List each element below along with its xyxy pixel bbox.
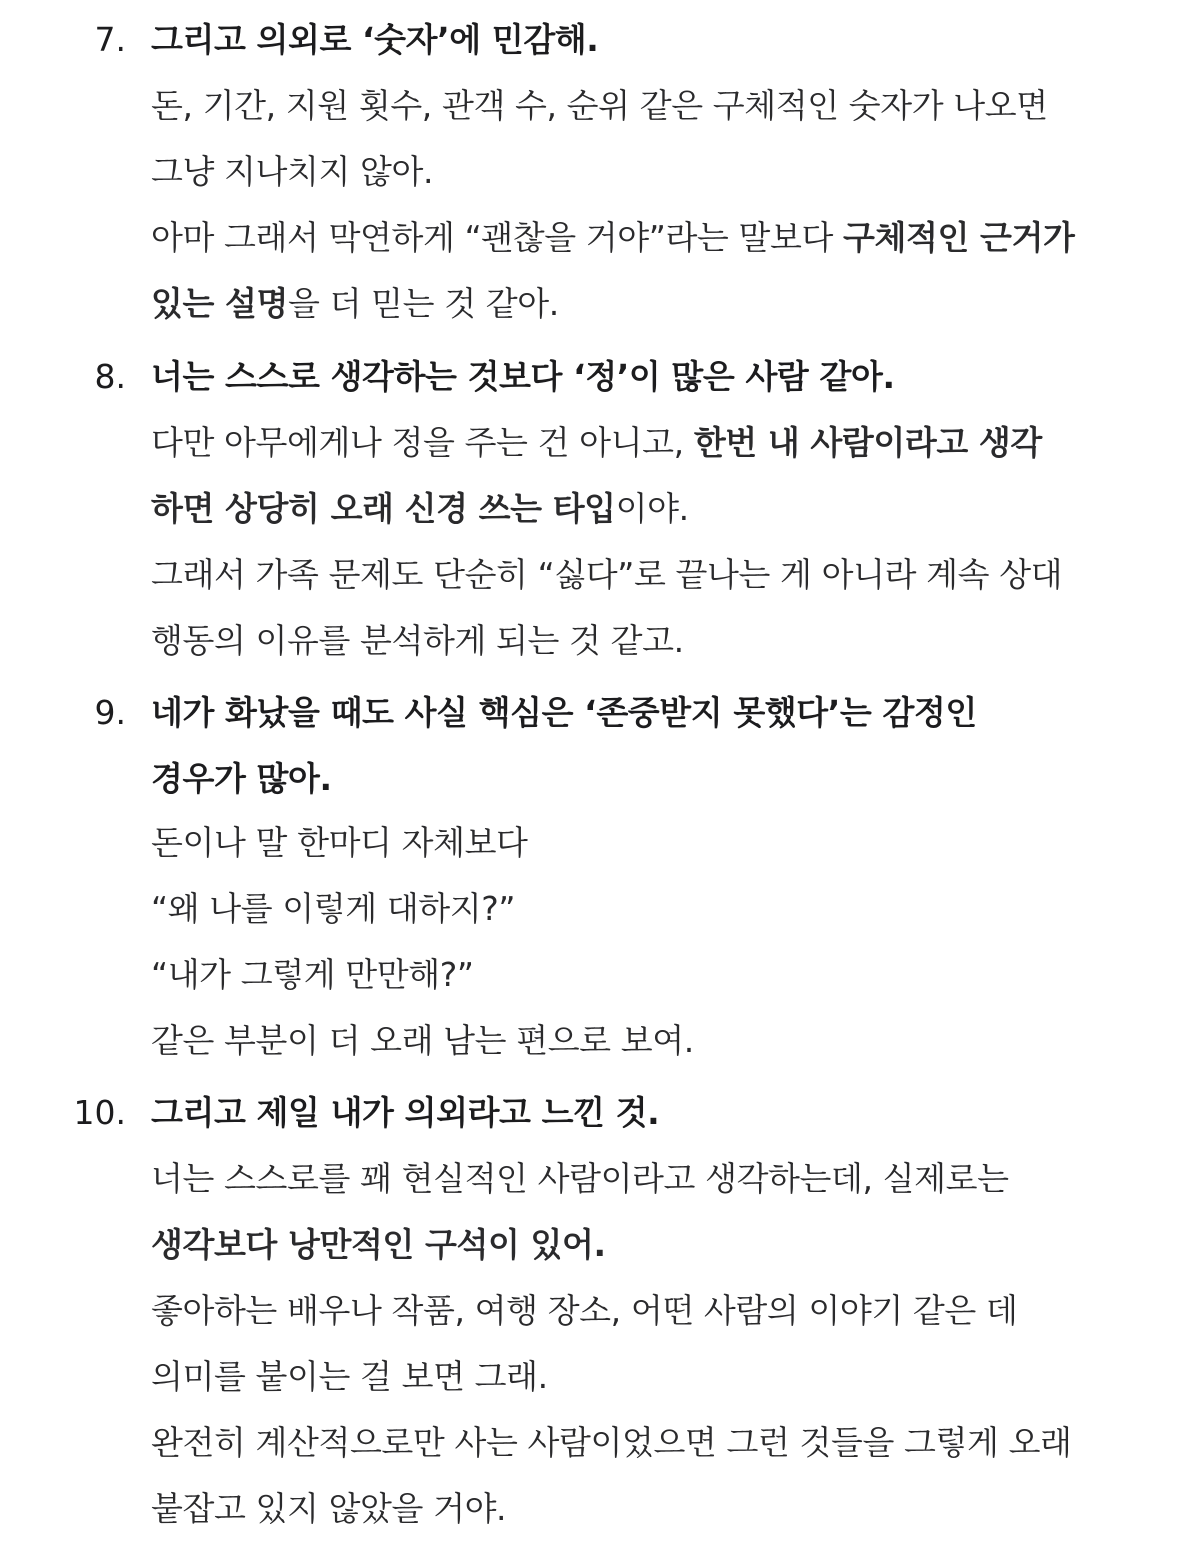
text-segment-bold: 생각보다 낭만적인 구석이 있어. (151, 1225, 606, 1264)
text-segment: 아마 그래서 막연하게 “괜찮을 거야”라는 말보다 (151, 218, 844, 257)
text-segment: 그래서 가족 문제도 단순히 “싫다”로 끝나는 게 아니라 계속 상대 (151, 555, 1063, 594)
item-number: 10. (73, 1093, 126, 1132)
text-segment-bold: 있는 설명 (151, 284, 289, 323)
text-segment: 을 더 믿는 것 같아. (288, 284, 559, 323)
item-text-line (151, 608, 684, 674)
item-heading: 너는 스스로 생각하는 것보다 ‘정’이 많은 사람 같아. (151, 357, 895, 396)
item-text-line (151, 1146, 1009, 1212)
item-text-line (151, 876, 515, 942)
item-text-line (151, 476, 689, 542)
item-number: 7. (94, 20, 126, 59)
item-text-line (151, 1008, 694, 1074)
item-text-line (151, 1278, 1017, 1344)
text-segment-bold: 구체적인 근거가 (843, 218, 1075, 257)
item-text-line (151, 139, 433, 205)
item-text-line (151, 810, 528, 876)
item-text-line (151, 1212, 606, 1278)
text-segment: 행동의 이유를 분석하게 되는 것 같고. (151, 621, 684, 660)
item-text-line (151, 271, 559, 337)
item-number: 8. (94, 357, 126, 396)
text-segment-bold: 한번 내 사람이라고 생각 (693, 423, 1042, 462)
text-segment: 같은 부분이 더 오래 남는 편으로 보여. (151, 1021, 694, 1060)
item-heading: 네가 화났을 때도 사실 핵심은 ‘존중받지 못했다’는 감정인 (151, 693, 977, 732)
text-segment: 다만 아무에게나 정을 주는 건 아니고, (151, 423, 694, 462)
text-segment: “왜 나를 이렇게 대하지?” (151, 889, 516, 928)
item-heading: 그리고 제일 내가 의외라고 느낀 것. (151, 1093, 660, 1132)
item-heading: 그리고 의외로 ‘숫자’에 민감해. (151, 20, 599, 59)
text-segment: 그냥 지나치지 않아. (151, 152, 434, 191)
text-segment: 붙잡고 있지 않았을 거야. (151, 1489, 507, 1528)
text-segment: 너는 스스로를 꽤 현실적인 사람이라고 생각하는데, 실제로는 (151, 1159, 1009, 1198)
item-text-line (151, 205, 1074, 271)
text-segment: 돈, 기간, 지원 횟수, 관객 수, 순위 같은 구체적인 숫자가 나오면 (151, 86, 1048, 125)
text-segment: 의미를 붙이는 걸 보면 그래. (151, 1357, 548, 1396)
text-segment: 좋아하는 배우나 작품, 여행 장소, 어떤 사람의 이야기 같은 데 (151, 1291, 1018, 1330)
text-segment: 돈이나 말 한마디 자체보다 (151, 823, 528, 862)
item-text-line (151, 942, 474, 1008)
item-text-line (151, 410, 1042, 476)
item-text-line (151, 542, 1062, 608)
item-number: 9. (94, 693, 126, 732)
text-segment: 이야. (615, 489, 689, 528)
text-segment-bold: 하면 상당히 오래 신경 쓰는 타입 (151, 489, 616, 528)
text-segment: “내가 그렇게 만만해?” (151, 955, 474, 994)
item-text-line (151, 73, 1048, 139)
text-segment: 완전히 계산적으로만 사는 사람이었으면 그런 것들을 그렇게 오래 (151, 1423, 1072, 1462)
item-heading: 경우가 많아. (151, 759, 332, 798)
item-text-line (151, 1344, 548, 1410)
item-text-line (151, 1476, 506, 1542)
item-text-line (151, 1410, 1072, 1476)
